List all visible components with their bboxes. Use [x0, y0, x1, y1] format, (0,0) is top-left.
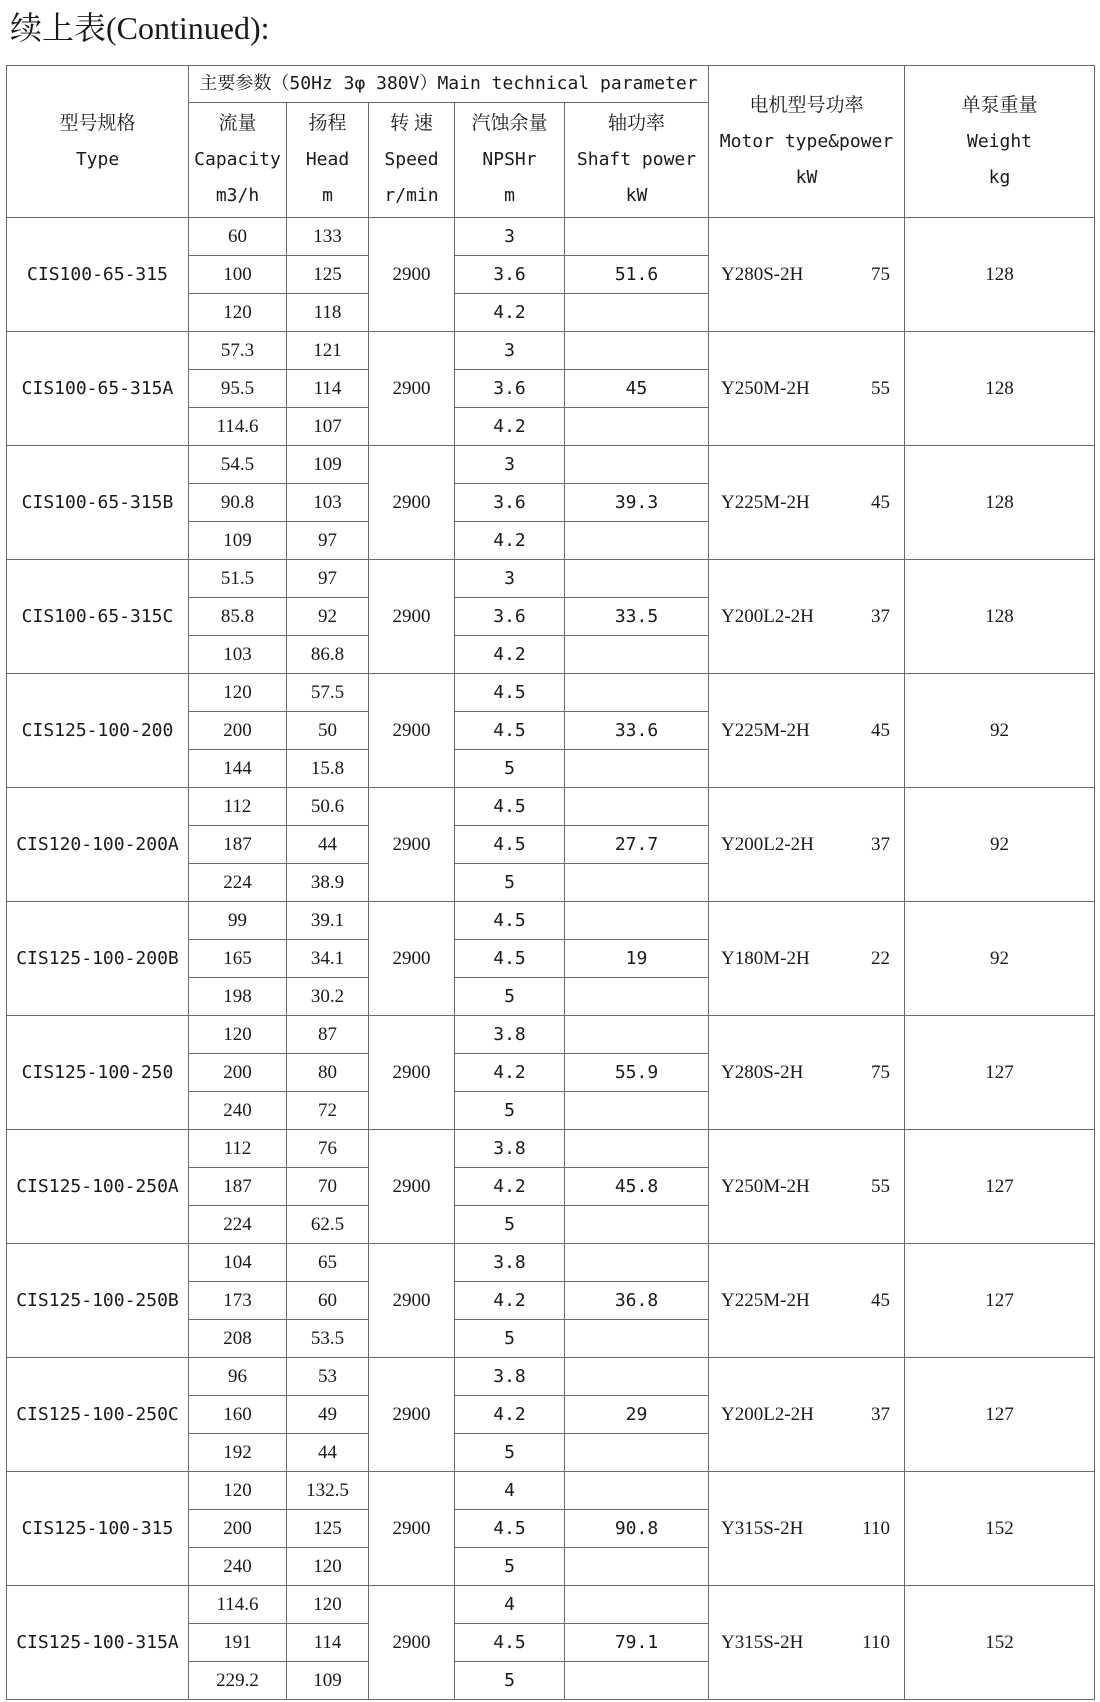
main-parameter-header: 主要参数（50Hz 3φ 380V）Main technical parameter: [189, 66, 709, 103]
npshr-cell: 3.6: [455, 598, 565, 636]
npshr-cell: 4.5: [455, 1510, 565, 1548]
head-cell: 114: [287, 370, 369, 408]
motor-power: 37: [871, 1403, 890, 1425]
npshr-cell: 5: [455, 864, 565, 902]
npshr-cell: 5: [455, 750, 565, 788]
head-cell: 76: [287, 1130, 369, 1168]
motor-header: 电机型号功率 Motor type&power kW: [709, 66, 905, 218]
npshr-cell: 4.2: [455, 636, 565, 674]
weight-cell: 128: [905, 446, 1095, 560]
motor-cell: [709, 1130, 905, 1244]
head-cell: 44: [287, 1434, 369, 1472]
type-header: 型号规格 Type: [7, 66, 189, 218]
capacity-cell: 120: [189, 1472, 287, 1510]
head-cell: 118: [287, 294, 369, 332]
head-cell: 87: [287, 1016, 369, 1054]
shaft-power-cell: 33.6: [565, 712, 709, 750]
motor-power: 75: [871, 263, 890, 285]
shaft-power-cell: [565, 674, 709, 712]
motor-cell: [709, 560, 905, 674]
model-type-cell: CIS125-100-250B: [7, 1244, 189, 1358]
shaft-power-cell: [565, 408, 709, 446]
shaft-power-cell: [565, 1472, 709, 1510]
npshr-cell: 4.2: [455, 294, 565, 332]
head-cell: 120: [287, 1548, 369, 1586]
speed-cell: 2900: [369, 1358, 455, 1472]
npshr-cell: 3: [455, 446, 565, 484]
speed-cell: 2900: [369, 1586, 455, 1700]
model-type-cell: CIS100-65-315: [7, 218, 189, 332]
npshr-cell: 3.6: [455, 484, 565, 522]
motor-type: Y280S-2H: [721, 263, 804, 285]
npshr-cell: 4.2: [455, 408, 565, 446]
npshr-cell: 3.6: [455, 370, 565, 408]
npshr-cell: 4.5: [455, 674, 565, 712]
motor-power: 75: [871, 1061, 890, 1083]
capacity-cell: 114.6: [189, 1586, 287, 1624]
capacity-cell: 224: [189, 1206, 287, 1244]
model-type-cell: CIS125-100-250A: [7, 1130, 189, 1244]
table-row: [7, 1244, 1095, 1282]
motor-power: 45: [871, 491, 890, 513]
capacity-cell: 114.6: [189, 408, 287, 446]
head-cell: 121: [287, 332, 369, 370]
capacity-cell: 96: [189, 1358, 287, 1396]
motor-power: 110: [862, 1631, 890, 1653]
table-row: [7, 1016, 1095, 1054]
head-cell: 38.9: [287, 864, 369, 902]
capacity-cell: 200: [189, 1054, 287, 1092]
head-cell: 114: [287, 1624, 369, 1662]
weight-cell: 127: [905, 1244, 1095, 1358]
capacity-cell: 103: [189, 636, 287, 674]
motor-cell: [709, 1358, 905, 1472]
table-row: [7, 446, 1095, 484]
table-body: [7, 218, 1095, 1700]
shaft-power-cell: [565, 750, 709, 788]
shaft-power-cell: [565, 1092, 709, 1130]
head-cell: 39.1: [287, 902, 369, 940]
capacity-cell: 240: [189, 1548, 287, 1586]
speed-cell: 2900: [369, 1130, 455, 1244]
weight-header: 单泵重量 Weight kg: [905, 66, 1095, 218]
speed-cell: 2900: [369, 674, 455, 788]
head-cell: 53.5: [287, 1320, 369, 1358]
speed-cell: 2900: [369, 1472, 455, 1586]
shaft-power-cell: [565, 294, 709, 332]
table-row: [7, 1472, 1095, 1510]
model-type-cell: CIS100-65-315A: [7, 332, 189, 446]
capacity-cell: 112: [189, 1130, 287, 1168]
npshr-cell: 4.2: [455, 1282, 565, 1320]
weight-cell: 127: [905, 1016, 1095, 1130]
npshr-cell: 4: [455, 1472, 565, 1510]
weight-cell: 128: [905, 218, 1095, 332]
shaft-power-cell: [565, 218, 709, 256]
head-cell: 109: [287, 446, 369, 484]
capacity-cell: 187: [189, 1168, 287, 1206]
shaft-power-cell: 79.1: [565, 1624, 709, 1662]
head-cell: 15.8: [287, 750, 369, 788]
npshr-cell: 4: [455, 1586, 565, 1624]
shaft-power-cell: 29: [565, 1396, 709, 1434]
motor-power: 55: [871, 1175, 890, 1197]
head-cell: 30.2: [287, 978, 369, 1016]
shaft-power-header: 轴功率 Shaft power kW: [565, 103, 709, 218]
npshr-cell: 5: [455, 1548, 565, 1586]
shaft-power-cell: [565, 1662, 709, 1700]
head-cell: 44: [287, 826, 369, 864]
shaft-power-cell: 45: [565, 370, 709, 408]
npshr-cell: 5: [455, 1320, 565, 1358]
speed-header: 转 速 Speed r/min: [369, 103, 455, 218]
capacity-cell: 112: [189, 788, 287, 826]
motor-type: Y200L2-2H: [721, 605, 814, 627]
weight-cell: 127: [905, 1358, 1095, 1472]
motor-power: 110: [862, 1517, 890, 1539]
table-row: [7, 1586, 1095, 1624]
model-type-cell: CIS100-65-315B: [7, 446, 189, 560]
npshr-cell: 5: [455, 1092, 565, 1130]
model-type-cell: CIS120-100-200A: [7, 788, 189, 902]
weight-cell: 152: [905, 1586, 1095, 1700]
npshr-cell: 3: [455, 218, 565, 256]
capacity-cell: 200: [189, 712, 287, 750]
motor-type: Y180M-2H: [721, 947, 810, 969]
capacity-cell: 229.2: [189, 1662, 287, 1700]
shaft-power-cell: [565, 902, 709, 940]
table-row: [7, 332, 1095, 370]
speed-cell: 2900: [369, 332, 455, 446]
weight-cell: 92: [905, 788, 1095, 902]
shaft-power-cell: [565, 864, 709, 902]
npshr-cell: 4.5: [455, 826, 565, 864]
npshr-cell: 3.8: [455, 1016, 565, 1054]
motor-cell: [709, 446, 905, 560]
weight-cell: 128: [905, 332, 1095, 446]
motor-type: Y315S-2H: [721, 1631, 804, 1653]
motor-cell: [709, 1472, 905, 1586]
shaft-power-cell: [565, 1206, 709, 1244]
head-cell: 103: [287, 484, 369, 522]
head-cell: 133: [287, 218, 369, 256]
capacity-cell: 144: [189, 750, 287, 788]
head-cell: 97: [287, 522, 369, 560]
head-cell: 125: [287, 256, 369, 294]
shaft-power-cell: [565, 1130, 709, 1168]
shaft-power-cell: [565, 1358, 709, 1396]
head-cell: 80: [287, 1054, 369, 1092]
motor-power: 37: [871, 833, 890, 855]
shaft-power-cell: 51.6: [565, 256, 709, 294]
capacity-cell: 120: [189, 1016, 287, 1054]
shaft-power-cell: [565, 636, 709, 674]
capacity-cell: 60: [189, 218, 287, 256]
capacity-cell: 240: [189, 1092, 287, 1130]
head-cell: 62.5: [287, 1206, 369, 1244]
capacity-cell: 200: [189, 1510, 287, 1548]
npshr-cell: 3.6: [455, 256, 565, 294]
head-cell: 120: [287, 1586, 369, 1624]
table-row: [7, 902, 1095, 940]
motor-type: Y225M-2H: [721, 719, 810, 741]
shaft-power-cell: [565, 1244, 709, 1282]
head-cell: 57.5: [287, 674, 369, 712]
speed-cell: 2900: [369, 446, 455, 560]
head-cell: 125: [287, 1510, 369, 1548]
npshr-cell: 3.8: [455, 1244, 565, 1282]
motor-cell: [709, 218, 905, 332]
npshr-cell: 4.2: [455, 522, 565, 560]
weight-cell: 92: [905, 902, 1095, 1016]
table-row: [7, 788, 1095, 826]
npshr-cell: 5: [455, 1662, 565, 1700]
shaft-power-cell: 90.8: [565, 1510, 709, 1548]
motor-power: 22: [871, 947, 890, 969]
motor-type: Y315S-2H: [721, 1517, 804, 1539]
model-type-cell: CIS125-100-200B: [7, 902, 189, 1016]
weight-cell: 127: [905, 1130, 1095, 1244]
shaft-power-cell: 27.7: [565, 826, 709, 864]
npshr-cell: 3.8: [455, 1130, 565, 1168]
capacity-cell: 57.3: [189, 332, 287, 370]
capacity-cell: 187: [189, 826, 287, 864]
npshr-cell: 3: [455, 560, 565, 598]
table-row: [7, 1130, 1095, 1168]
motor-cell: [709, 1244, 905, 1358]
shaft-power-cell: [565, 1434, 709, 1472]
head-cell: 86.8: [287, 636, 369, 674]
npshr-cell: 3.8: [455, 1358, 565, 1396]
motor-type: Y225M-2H: [721, 491, 810, 513]
head-cell: 49: [287, 1396, 369, 1434]
motor-power: 45: [871, 719, 890, 741]
capacity-cell: 109: [189, 522, 287, 560]
shaft-power-cell: [565, 978, 709, 1016]
speed-cell: 2900: [369, 218, 455, 332]
head-cell: 60: [287, 1282, 369, 1320]
capacity-cell: 54.5: [189, 446, 287, 484]
speed-cell: 2900: [369, 1016, 455, 1130]
shaft-power-cell: [565, 332, 709, 370]
model-type-cell: CIS125-100-250C: [7, 1358, 189, 1472]
capacity-cell: 120: [189, 674, 287, 712]
head-cell: 34.1: [287, 940, 369, 978]
head-cell: 72: [287, 1092, 369, 1130]
motor-type: Y225M-2H: [721, 1289, 810, 1311]
motor-cell: [709, 332, 905, 446]
shaft-power-cell: [565, 446, 709, 484]
capacity-cell: 100: [189, 256, 287, 294]
shaft-power-cell: 19: [565, 940, 709, 978]
shaft-power-cell: [565, 560, 709, 598]
head-cell: 132.5: [287, 1472, 369, 1510]
motor-cell: [709, 902, 905, 1016]
shaft-power-cell: 39.3: [565, 484, 709, 522]
capacity-cell: 51.5: [189, 560, 287, 598]
head-cell: 70: [287, 1168, 369, 1206]
weight-cell: 92: [905, 674, 1095, 788]
npshr-cell: 5: [455, 1206, 565, 1244]
motor-type: Y250M-2H: [721, 377, 810, 399]
shaft-power-cell: [565, 1016, 709, 1054]
npshr-cell: 4.5: [455, 902, 565, 940]
capacity-cell: 160: [189, 1396, 287, 1434]
shaft-power-cell: 33.5: [565, 598, 709, 636]
head-cell: 50.6: [287, 788, 369, 826]
head-cell: 65: [287, 1244, 369, 1282]
capacity-cell: 192: [189, 1434, 287, 1472]
table-row: [7, 218, 1095, 256]
capacity-cell: 90.8: [189, 484, 287, 522]
capacity-cell: 120: [189, 294, 287, 332]
motor-cell: [709, 1586, 905, 1700]
npshr-cell: 3: [455, 332, 565, 370]
capacity-cell: 198: [189, 978, 287, 1016]
npshr-cell: 4.5: [455, 712, 565, 750]
page-title: 续上表(Continued):: [10, 10, 270, 46]
capacity-header: 流量 Capacity m3/h: [189, 103, 287, 218]
shaft-power-cell: 36.8: [565, 1282, 709, 1320]
model-type-cell: CIS125-100-315: [7, 1472, 189, 1586]
model-type-cell: CIS125-100-200: [7, 674, 189, 788]
npshr-cell: 4.5: [455, 788, 565, 826]
motor-type: Y280S-2H: [721, 1061, 804, 1083]
model-type-cell: CIS125-100-315A: [7, 1586, 189, 1700]
table-row: [7, 674, 1095, 712]
npshr-cell: 4.2: [455, 1054, 565, 1092]
table-row: [7, 1358, 1095, 1396]
speed-cell: 2900: [369, 788, 455, 902]
npshr-cell: 4.2: [455, 1396, 565, 1434]
motor-cell: [709, 674, 905, 788]
capacity-cell: 104: [189, 1244, 287, 1282]
capacity-cell: 165: [189, 940, 287, 978]
motor-power: 55: [871, 377, 890, 399]
npshr-cell: 4.2: [455, 1168, 565, 1206]
head-cell: 50: [287, 712, 369, 750]
motor-power: 45: [871, 1289, 890, 1311]
model-type-cell: CIS100-65-315C: [7, 560, 189, 674]
head-cell: 53: [287, 1358, 369, 1396]
npshr-cell: 5: [455, 1434, 565, 1472]
motor-type: Y250M-2H: [721, 1175, 810, 1197]
npshr-cell: 4.5: [455, 940, 565, 978]
speed-cell: 2900: [369, 560, 455, 674]
motor-type: Y200L2-2H: [721, 833, 814, 855]
head-header: 扬程 Head m: [287, 103, 369, 218]
capacity-cell: 173: [189, 1282, 287, 1320]
capacity-cell: 95.5: [189, 370, 287, 408]
pump-parameter-table: [6, 65, 1095, 1700]
capacity-cell: 191: [189, 1624, 287, 1662]
speed-cell: 2900: [369, 1244, 455, 1358]
capacity-cell: 99: [189, 902, 287, 940]
motor-cell: [709, 788, 905, 902]
weight-cell: 128: [905, 560, 1095, 674]
head-cell: 109: [287, 1662, 369, 1700]
head-cell: 97: [287, 560, 369, 598]
table-row: [7, 560, 1095, 598]
shaft-power-cell: [565, 788, 709, 826]
model-type-cell: CIS125-100-250: [7, 1016, 189, 1130]
motor-power: 37: [871, 605, 890, 627]
shaft-power-cell: 55.9: [565, 1054, 709, 1092]
capacity-cell: 85.8: [189, 598, 287, 636]
motor-type: Y200L2-2H: [721, 1403, 814, 1425]
shaft-power-cell: [565, 522, 709, 560]
shaft-power-cell: 45.8: [565, 1168, 709, 1206]
weight-cell: 152: [905, 1472, 1095, 1586]
motor-cell: [709, 1016, 905, 1130]
shaft-power-cell: [565, 1586, 709, 1624]
head-cell: 92: [287, 598, 369, 636]
head-cell: 107: [287, 408, 369, 446]
npshr-cell: 5: [455, 978, 565, 1016]
shaft-power-cell: [565, 1548, 709, 1586]
speed-cell: 2900: [369, 902, 455, 1016]
npshr-header: 汽蚀余量 NPSHr m: [455, 103, 565, 218]
capacity-cell: 224: [189, 864, 287, 902]
shaft-power-cell: [565, 1320, 709, 1358]
npshr-cell: 4.5: [455, 1624, 565, 1662]
capacity-cell: 208: [189, 1320, 287, 1358]
